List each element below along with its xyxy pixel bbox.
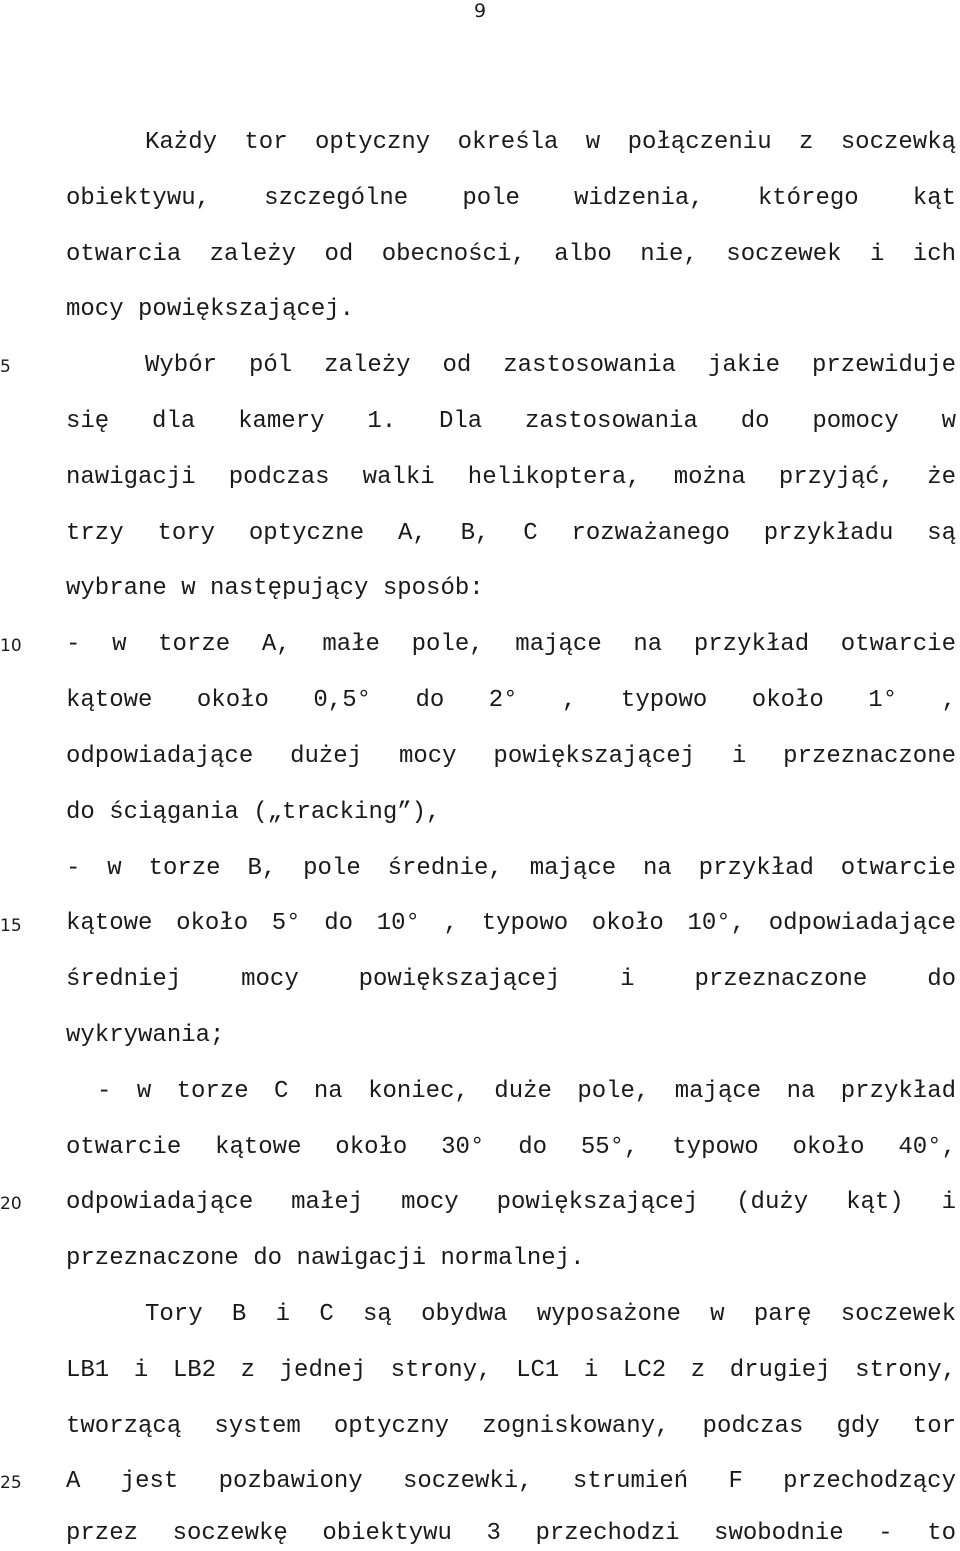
line-number-25: 25: [0, 1473, 22, 1493]
text-line: LB1 i LB2 z jednej strony, LC1 i LC2 z drugiej strony,: [66, 1357, 956, 1384]
text-line: nawigacji podczas walki helikoptera, można przyjąć, że: [66, 464, 956, 491]
text-line: mocy powiększającej.: [66, 296, 355, 323]
text-line: tworzącą system optyczny zogniskowany, podczas gdy tor: [66, 1413, 956, 1440]
text-line: odpowiadające małej mocy powiększającej (duży kąt) i: [66, 1189, 956, 1216]
text-line: kątowe około 5° do 10° , typowo około 10°, odpowiadające: [66, 910, 956, 937]
text-line: A jest pozbawiony soczewki, strumień F przechodzący: [66, 1468, 956, 1495]
text-line: kątowe około 0,5° do 2° , typowo około 1° ,: [66, 687, 956, 714]
text-line: Wybór pól zależy od zastosowania jakie przewiduje: [145, 352, 956, 379]
text-line: - w torze B, pole średnie, mające na przykład otwarcie: [66, 855, 956, 882]
text-line: odpowiadające dużej mocy powiększającej i przeznaczone: [66, 743, 956, 770]
text-line: otwarcia zależy od obecności, albo nie, soczewek i ich: [66, 241, 956, 268]
page-number: 9: [473, 0, 487, 22]
text-line: do ściągania („tracking”),: [66, 799, 441, 826]
line-number-20: 20: [0, 1194, 22, 1214]
text-line: wybrane w następujący sposób:: [66, 575, 484, 602]
text-line: przez soczewkę obiektywu 3 przechodzi swobodnie - to: [66, 1520, 956, 1547]
line-number-5: 5: [0, 357, 11, 377]
text-line: Każdy tor optyczny określa w połączeniu z soczewką: [145, 129, 956, 156]
text-line: Tory B i C są obydwa wyposażone w parę soczewek: [145, 1301, 956, 1328]
text-line: obiektywu, szczególne pole widzenia, którego kąt: [66, 185, 956, 212]
text-line: średniej mocy powiększającej i przeznaczone do: [66, 966, 956, 993]
line-number-10: 10: [0, 636, 22, 656]
text-line: - w torze C na koniec, duże pole, mające na przykład: [97, 1078, 956, 1105]
line-number-15: 15: [0, 916, 22, 936]
text-line: się dla kamery 1. Dla zastosowania do pomocy w: [66, 408, 956, 435]
text-line: wykrywania;: [66, 1022, 225, 1049]
text-line: - w torze A, małe pole, mające na przykład otwarcie: [66, 631, 956, 658]
text-line: przeznaczone do nawigacji normalnej.: [66, 1245, 585, 1272]
text-line: trzy tory optyczne A, B, C rozważanego przykładu są: [66, 520, 956, 547]
text-line: otwarcie kątowe około 30° do 55°, typowo około 40°,: [66, 1134, 956, 1161]
